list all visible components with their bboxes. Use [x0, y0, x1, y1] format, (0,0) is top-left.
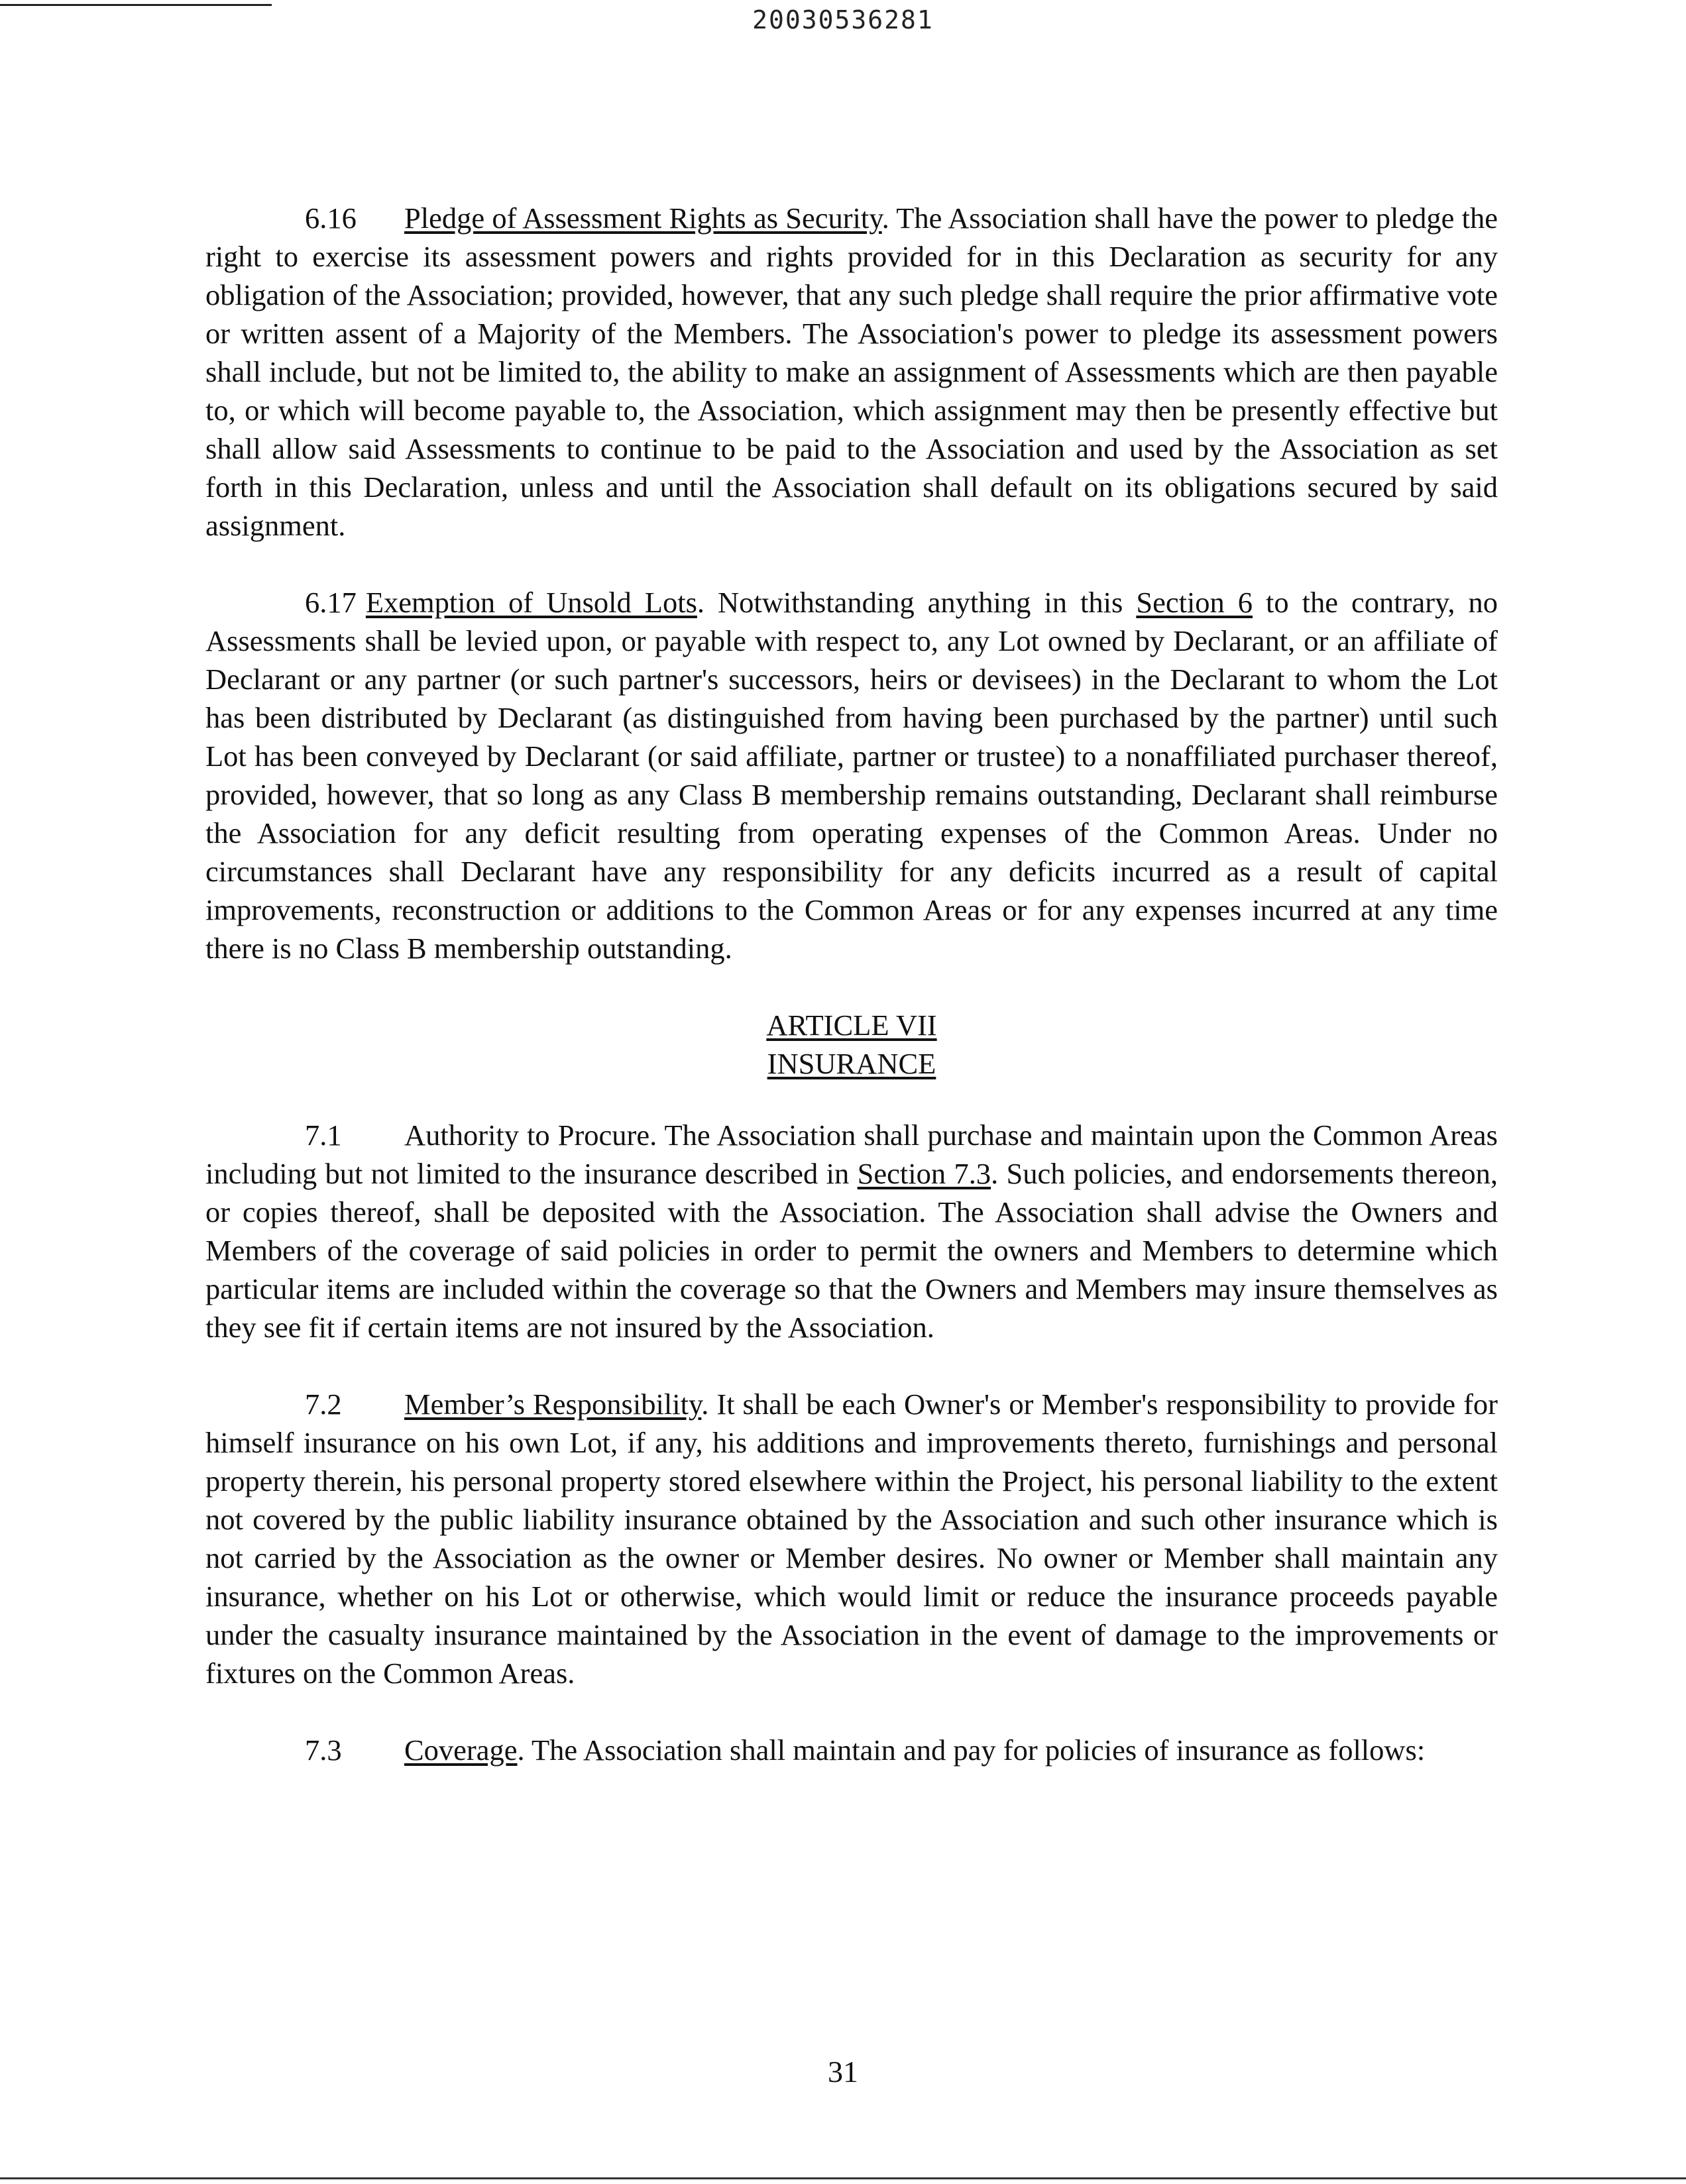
section-number: 7.3 [305, 1733, 342, 1767]
section-number: 7.2 [305, 1388, 342, 1421]
document-number: 20030536281 [752, 5, 934, 34]
article-title: INSURANCE [767, 1047, 936, 1080]
article-heading [205, 1006, 1498, 1083]
section-reference: Section 7.3 [857, 1157, 991, 1190]
section-number: 6.16 [305, 201, 357, 235]
article-label: ARTICLE VII [766, 1009, 937, 1042]
section-text: . Such policies, and endorsements thereon, or copies thereof, shall be deposited with the Association. The Association shall advise the Owners and Members of the coverage of said policies in order to permit the owners and Members to determine which particular items are included within the coverage so that the Owners and Members may insure themselves as they see fit if certain items are not insured by the Association. [205, 1157, 1498, 1344]
section-number: 6.17 [305, 586, 357, 619]
section-title: Authority to Procure. [404, 1119, 657, 1152]
section-7-1 [205, 1116, 1498, 1346]
section-title: Exemption of Unsold Lots [365, 586, 697, 619]
section-title: Pledge of Assessment Rights as Security [404, 201, 882, 235]
section-text: . It shall be each Owner's or Member's responsibility to provide for himself insurance on his own Lot, if any, his additions and improvements thereto, furnishings and personal property therein, his personal property stored elsewhere within the Project, his personal liability to the extent not covered by the public liability insurance obtained by the Association and such other insurance which is not carried by the Association as the owner or Member desires. No owner or Member shall maintain any insurance, whether on his Lot or otherwise, which would limit or reduce the insurance proceeds payable under the casualty insurance maintained by the Association in the event of damage to the improvements or fixtures on the Common Areas. [205, 1388, 1498, 1690]
section-text: . The Association shall maintain and pay for policies of insurance as follows: [517, 1733, 1426, 1767]
section-7-3 [205, 1731, 1498, 1769]
section-title: Coverage [404, 1733, 518, 1767]
section-6-16 [205, 199, 1498, 545]
section-number: 7.1 [305, 1119, 342, 1152]
section-reference: Section 6 [1136, 586, 1253, 619]
section-text: . Notwithstanding anything in this [697, 586, 1137, 619]
section-text: to the contrary, no Assessments shall be levied upon, or payable with respect to, any Lot owned by Declarant, or an affiliate of Declarant or any partner (or such partner's successors, heirs or devisees) in the Declarant to whom the Lot has been distributed by Declarant (as distinguished from having been purchased by the partner) until such Lot has been conveyed by Declarant (or said affiliate, partner or trustee) to a nonaffiliated purchaser thereof, provided, however, that so long as any Class B membership remains outstanding, Declarant shall reimburse the Association for any deficit resulting from operating expenses of the Common Areas. Under no circumstances shall Declarant have any responsibility for any deficits incurred as a result of capital improvements, reconstruction or additions to the Common Areas or for any expenses incurred at any time there is no Class B membership outstanding. [205, 586, 1498, 965]
document-body [205, 199, 1498, 1808]
section-text: . The Association shall have the power to pledge the right to exercise its assessment powers and rights provided for in this Declaration as security for any obligation of the Association; provided, however, that any such pledge shall require the prior affirmative vote or written assent of a Majority of the Members. The Association's power to pledge its assessment powers shall include, but not be limited to, the ability to make an assignment of Assessments which are then payable to, or which will become payable to, the Association, which assignment may then be presently effective but shall allow said Assessments to continue to be paid to the Association and used by the Association as set forth in this Declaration, unless and until the Association shall default on its obligations secured by said assignment. [205, 201, 1498, 542]
section-text: The Association shall purchase and maintain upon the Common Areas including but not limited to the insurance described in [205, 1119, 1498, 1190]
bottom-rule [0, 2177, 1686, 2179]
page-number: 31 [828, 2055, 858, 2089]
section-title: Member’s Responsibility [404, 1388, 702, 1421]
section-6-17 [205, 583, 1498, 967]
section-7-2 [205, 1385, 1498, 1692]
